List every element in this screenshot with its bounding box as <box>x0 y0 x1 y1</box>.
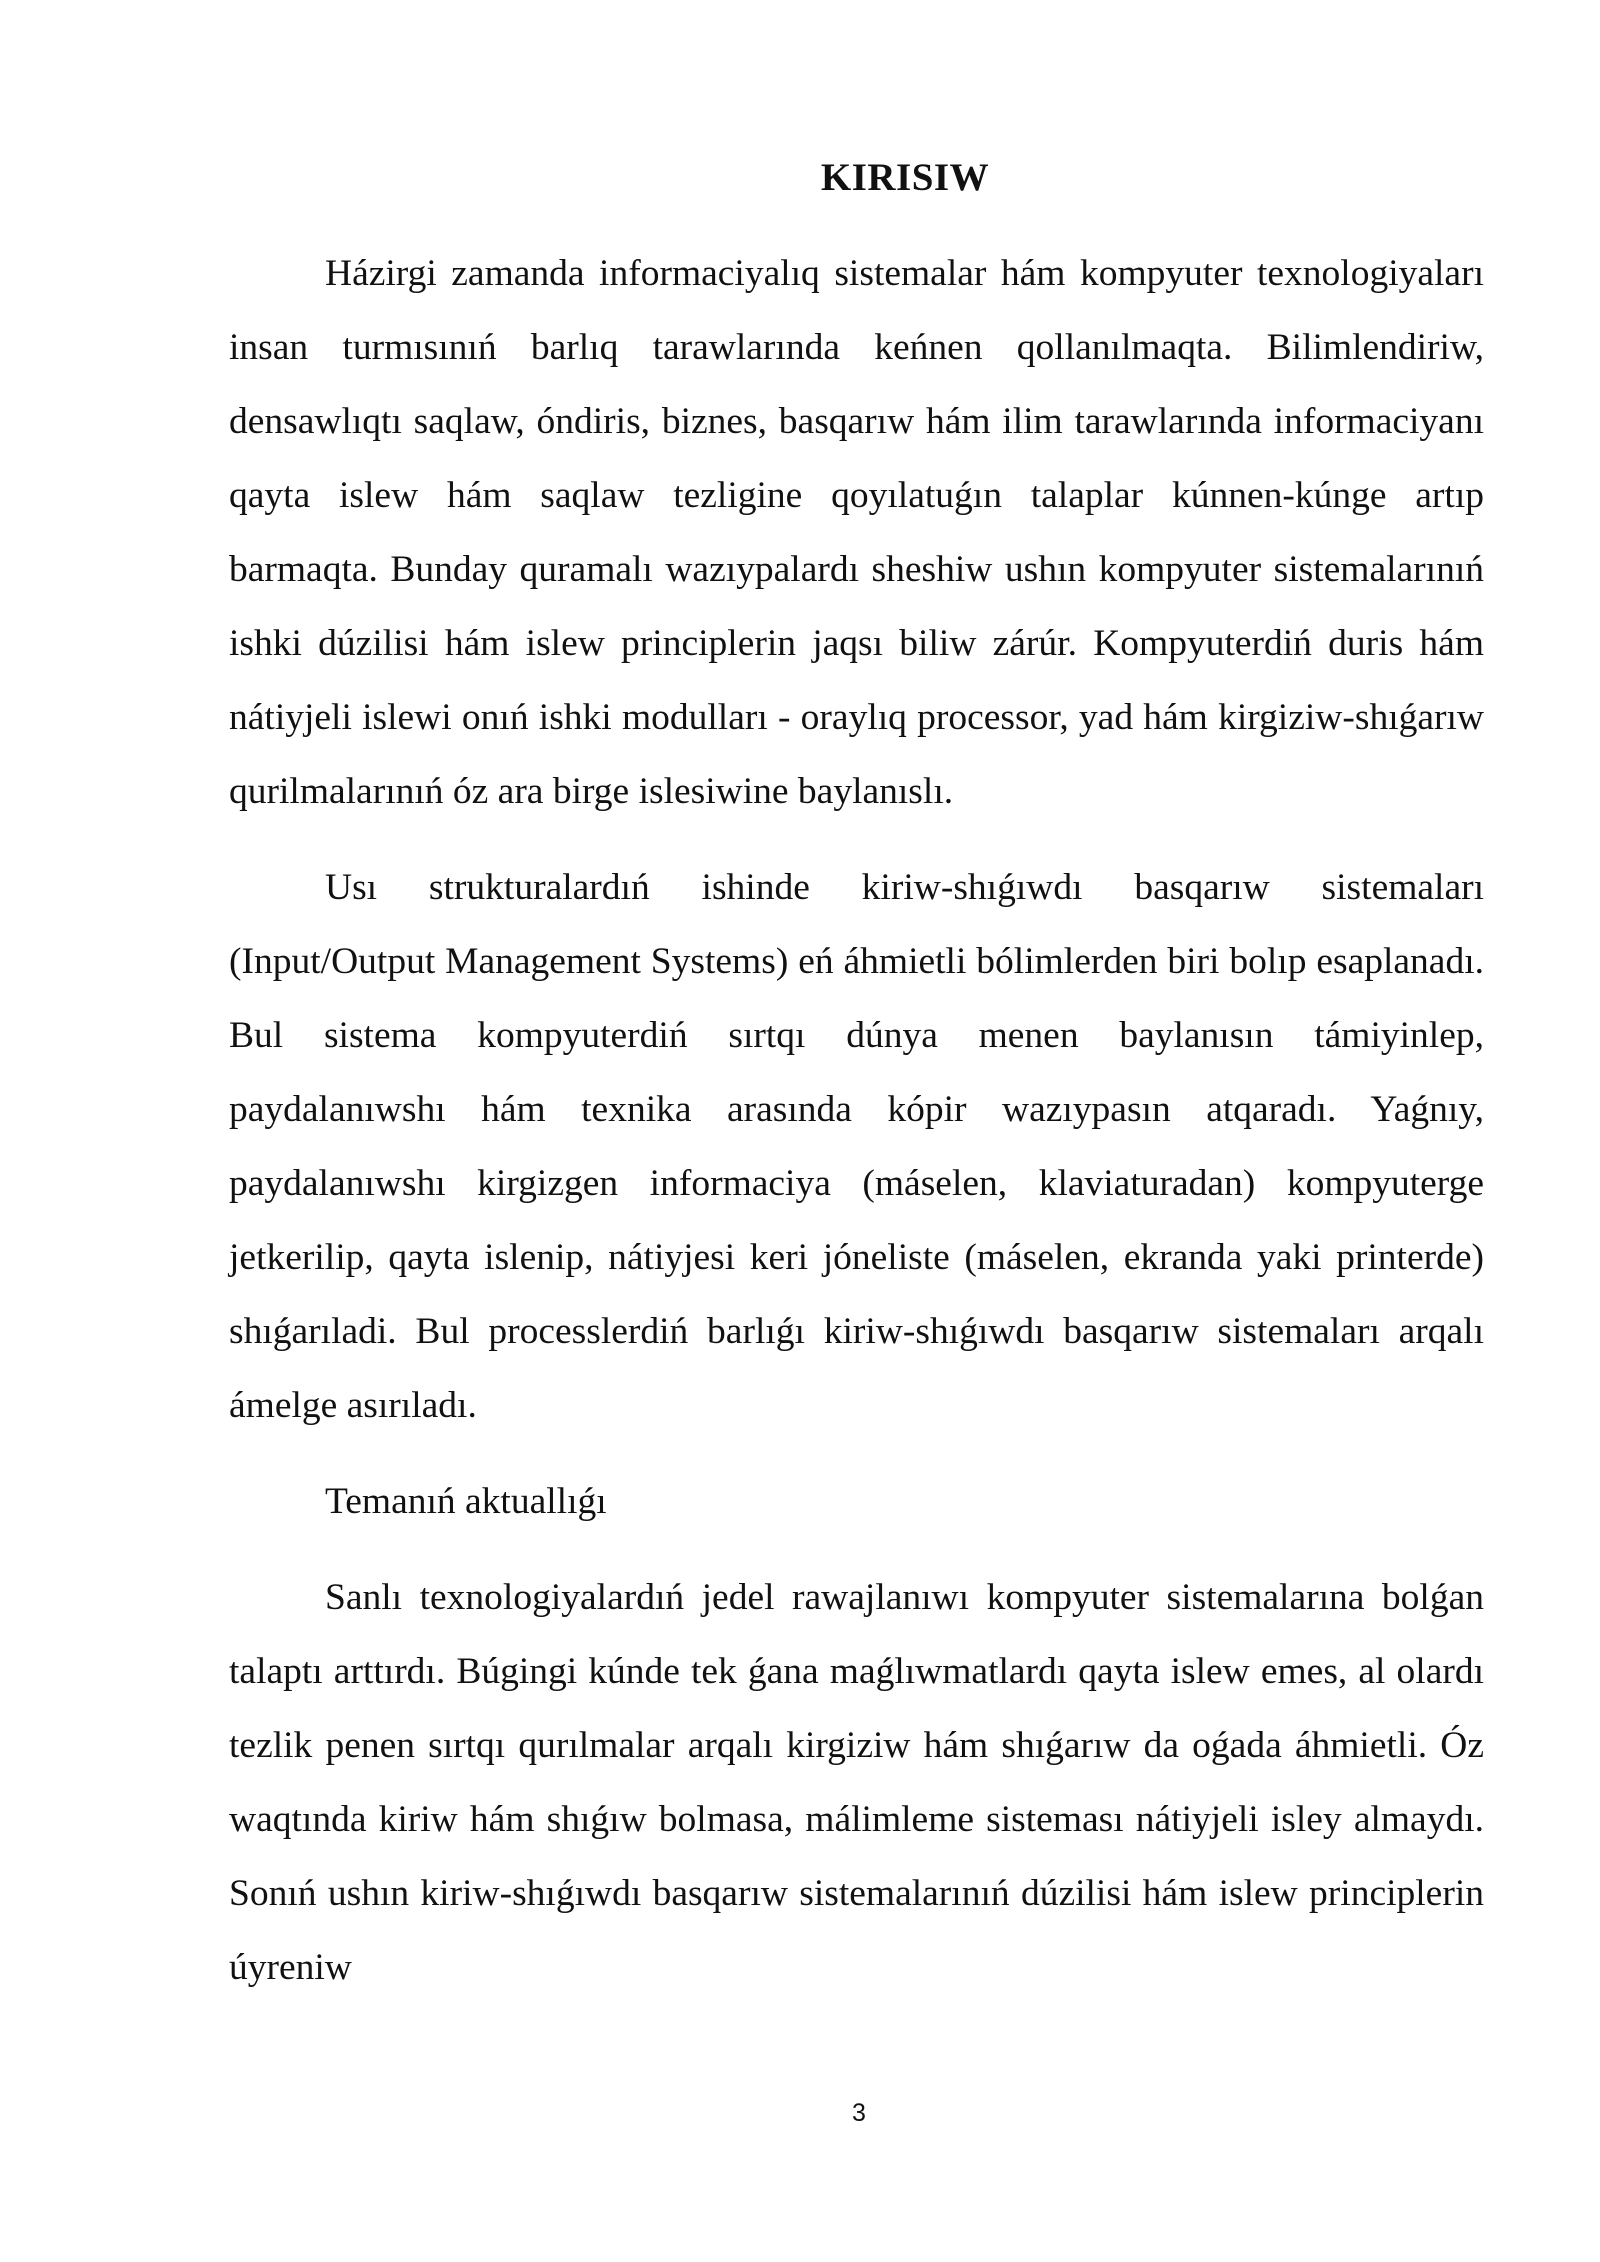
section-subheading: Temanıń aktuallıǵı <box>325 1481 607 1522</box>
paragraph-relevance: Sanlı texnologiyalardıń jedel rawajlanıwı kompyuter sistemalarına bolǵan talaptı arttırdı. Búgingi kúnde tek ǵana maǵlıwmatlardı qayta islew emes, al olardı tezlik penen sırtqı qurılmalar arqalı kirgiziw hám shıǵarıw da oǵada áhmietli. Óz waqtında kiriw hám shıǵıw bolmasa, málimleme sisteması nátiyjeli isley almaydı. Sonıń ushın kiriw-shıǵıwdı basqarıw sistemalarınıń dúzilisi hám islew principlerin úyreniw <box>229 1577 1484 1988</box>
page-title: KIRISIW <box>820 156 990 199</box>
page-number: 3 <box>852 2099 866 2127</box>
body-text <box>229 237 1484 2027</box>
paragraph-intro: Házirgi zamanda informaciyalıq sistemalar hám kompyuter texnologiyaları insan turmısınıń barlıq tarawlarında keńnen qollanılmaqta. Bilimlendiriw, densawlıqtı saqlaw, óndiris, biznes, basqarıw hám ilim tarawlarında informaciyanı qayta islew hám saqlaw tezligine qoyılatuǵın talaplar kúnnen-kúnge artıp barmaqta. Bunday quramalı wazıypalardı sheshiw ushın kompyuter sistemalarınıń ishki dúzilisi hám islew principlerin jaqsı biliw zárúr. Kompyuterdiń duris hám nátiyjeli islewi onıń ishki modulları - oraylıq processor, yad hám kirgiziw-shıǵarıw qurilmalarınıń óz ara birge islesiwine baylanıslı. <box>229 253 1484 812</box>
paragraph-io-systems: Usı strukturalardıń ishinde kiriw-shıǵıwdı basqarıw sistemaları (Input/Output Management Systems) eń áhmietli bólimlerden biri bolıp esaplanadı. Bul sistema kompyuterdiń sırtqı dúnya menen baylanısın támiyinlep, paydalanıwshı hám texnika arasında kópir wazıypasın atqaradı. Yaǵnıy, paydalanıwshı kirgizgen informaciya (máselen, klaviaturadan) kompyuterge jetkerilip, qayta islenip, nátiyjesi keri jóneliste (máselen, ekranda yaki printerde) shıǵarıladi. Bul processlerdiń barlıǵı kiriw-shıǵıwdı basqarıw sistemaları arqalı ámelge asırıladı. <box>229 867 1484 1426</box>
